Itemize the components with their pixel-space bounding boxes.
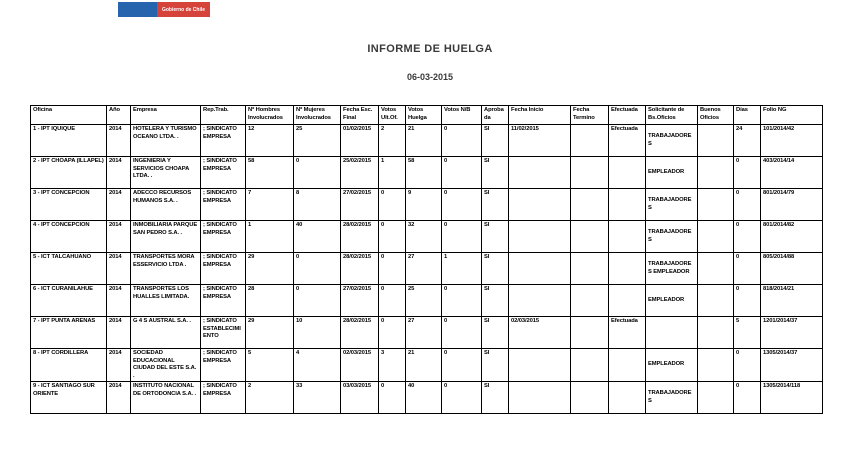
table-cell: 1305/2014/118 [761, 382, 823, 414]
table-cell: 2014 [107, 189, 131, 221]
logo-text: Gobierno de Chile [161, 6, 206, 13]
table-cell: 3 [379, 349, 406, 382]
header-cell: Nº Mujeres Involucrados [294, 106, 341, 125]
page-title: INFORME DE HUELGA [367, 43, 493, 55]
table-cell: 1 [246, 221, 294, 253]
header-cell: Nº Hombres Involucrados [246, 106, 294, 125]
table-cell: EMPLEADOR [646, 349, 698, 382]
header-cell: Fecha Inicio [509, 106, 571, 125]
table-cell: 0 [379, 253, 406, 285]
table-cell: G 4 S AUSTRAL S.A. . [131, 317, 201, 349]
table-cell: SI [482, 253, 509, 285]
table-cell: 2 [379, 125, 406, 157]
table-cell [698, 125, 734, 157]
table-cell: 5 [734, 317, 761, 349]
header-cell: Fecha Termino [571, 106, 609, 125]
header-cell: Folio NG [761, 106, 823, 125]
table-cell: SI [482, 157, 509, 189]
table-cell: SI [482, 221, 509, 253]
table-cell: 801/2014/82 [761, 221, 823, 253]
table-cell: 28/02/2015 [341, 253, 379, 285]
huelga-table-body [31, 125, 823, 414]
table-cell: 4 [294, 349, 341, 382]
table-cell [571, 157, 609, 189]
table-cell: 7 - IPT PUNTA ARENAS [31, 317, 107, 349]
header-cell: Año [107, 106, 131, 125]
table-cell: 0 [379, 189, 406, 221]
table-cell: 9 - ICT SANTIAGO SUR ORIENTE [31, 382, 107, 414]
table-cell: ; SINDICATO EMPRESA [201, 285, 246, 317]
table-cell: EMPLEADOR [646, 157, 698, 189]
table-cell: SI [482, 189, 509, 221]
table-cell [609, 285, 646, 317]
table-cell: ; SINDICATO EMPRESA [201, 253, 246, 285]
table-cell: 0 [734, 157, 761, 189]
table-cell: 0 [294, 157, 341, 189]
table-cell: 1 [379, 157, 406, 189]
table-cell: 101/2014/42 [761, 125, 823, 157]
table-cell: 6 - ICT CURANILAHUE [31, 285, 107, 317]
table-cell: 0 [379, 382, 406, 414]
table-row [31, 317, 823, 349]
table-cell [646, 317, 698, 349]
table-cell: 3 - IPT CONCEPCION [31, 189, 107, 221]
table-cell: SI [482, 349, 509, 382]
table-cell: ; SINDICATO EMPRESA [201, 382, 246, 414]
table-cell: SOCIEDAD EDUCACIONAL CIUDAD DEL ESTE S.A. . [131, 349, 201, 382]
header-cell: Oficina [31, 106, 107, 125]
table-cell: 2014 [107, 157, 131, 189]
table-cell [571, 189, 609, 221]
table-row [31, 285, 823, 317]
table-cell: TRABAJADORES EMPLEADOR [646, 253, 698, 285]
header-cell: Aprobada [482, 106, 509, 125]
table-cell: 02/03/2015 [341, 349, 379, 382]
table-cell: 21 [406, 125, 442, 157]
table-cell: TRABAJADORES [646, 382, 698, 414]
table-cell: 0 [442, 157, 482, 189]
table-cell: 2014 [107, 285, 131, 317]
table-cell: Efectuada [609, 317, 646, 349]
table-cell: 25 [294, 125, 341, 157]
table-cell: 2014 [107, 125, 131, 157]
table-cell: 0 [379, 285, 406, 317]
table-cell: INSTITUTO NACIONAL DE ORTODONCIA S.A. . [131, 382, 201, 414]
table-cell: 02/03/2015 [509, 317, 571, 349]
table-cell: 0 [734, 189, 761, 221]
table-cell: Efectuada [609, 125, 646, 157]
table-cell [698, 349, 734, 382]
table-cell: SI [482, 317, 509, 349]
table-cell: 403/2014/14 [761, 157, 823, 189]
table-cell [509, 157, 571, 189]
table-cell: ; SINDICATO EMPRESA [201, 157, 246, 189]
table-cell: 58 [246, 157, 294, 189]
table-cell [609, 157, 646, 189]
table-cell: HOTELERA Y TURISMO OCEANO LTDA. . [131, 125, 201, 157]
table-cell: 10 [294, 317, 341, 349]
table-cell: ; SINDICATO EMPRESA [201, 221, 246, 253]
table-cell [571, 349, 609, 382]
table-cell: TRANSPORTES LOS HUALLES LIMITADA. [131, 285, 201, 317]
table-cell [698, 221, 734, 253]
table-cell [571, 253, 609, 285]
table-cell: TRABAJADORES [646, 189, 698, 221]
table-cell: 0 [442, 382, 482, 414]
table-cell: TRANSPORTES MORA ESSERVICIO LTDA . [131, 253, 201, 285]
table-cell [571, 285, 609, 317]
table-cell: 21 [406, 349, 442, 382]
table-cell: 11/02/2015 [509, 125, 571, 157]
table-cell [609, 253, 646, 285]
report-date: 06-03-2015 [406, 72, 454, 82]
table-cell [509, 285, 571, 317]
table-cell [509, 253, 571, 285]
table-cell: 0 [442, 125, 482, 157]
table-cell [509, 221, 571, 253]
table-cell: 01/02/2015 [341, 125, 379, 157]
table-cell: INGENIERIA Y SERVICIOS CHOAPA LTDA. . [131, 157, 201, 189]
table-cell: INMOBILIARIA PARQUE SAN PEDRO S.A. . [131, 221, 201, 253]
table-cell: 1 [442, 253, 482, 285]
table-cell: 2014 [107, 221, 131, 253]
table-cell: 0 [379, 221, 406, 253]
table-cell: 29 [246, 253, 294, 285]
header-cell: Fecha Esc. Final [341, 106, 379, 125]
table-row [31, 157, 823, 189]
table-cell [698, 317, 734, 349]
table-cell: 0 [379, 317, 406, 349]
table-row [31, 125, 823, 157]
table-cell: 2014 [107, 349, 131, 382]
header-cell: Solicitante de Bs.Oficios [646, 106, 698, 125]
table-cell: 0 [442, 189, 482, 221]
table-cell: SI [482, 382, 509, 414]
table-cell: 2014 [107, 317, 131, 349]
table-cell: 28 [246, 285, 294, 317]
table-cell: 0 [442, 285, 482, 317]
table-cell: 0 [734, 253, 761, 285]
logo-red-box [157, 2, 210, 17]
table-cell: 0 [442, 349, 482, 382]
table-cell: 0 [294, 253, 341, 285]
table-cell: 805/2014/88 [761, 253, 823, 285]
table-cell: 28/02/2015 [341, 317, 379, 349]
table-cell: ADECCO RECURSOS HUMANOS S.A. . [131, 189, 201, 221]
table-cell: 4 - IPT CONCEPCION [31, 221, 107, 253]
table-cell [609, 221, 646, 253]
table-cell: 03/03/2015 [341, 382, 379, 414]
header-cell: Empresa [131, 106, 201, 125]
table-cell: 1305/2014/37 [761, 349, 823, 382]
table-cell [571, 221, 609, 253]
table-cell [571, 382, 609, 414]
table-cell: ; SINDICATO ESTABLECIMIENTO [201, 317, 246, 349]
table-cell: 1201/2014/37 [761, 317, 823, 349]
table-cell: 27 [406, 253, 442, 285]
table-cell [609, 189, 646, 221]
table-row [31, 349, 823, 382]
table-cell [698, 382, 734, 414]
table-cell: 2014 [107, 253, 131, 285]
table-cell [609, 382, 646, 414]
table-cell: 27 [406, 317, 442, 349]
table-cell: 25/02/2015 [341, 157, 379, 189]
huelga-table-head-row [31, 106, 823, 125]
table-cell: 0 [442, 221, 482, 253]
table-cell: ; SINDICATO EMPRESA [201, 189, 246, 221]
table-cell: SI [482, 285, 509, 317]
table-cell [509, 349, 571, 382]
table-cell: EMPLEADOR [646, 285, 698, 317]
table-cell: 33 [294, 382, 341, 414]
table-cell: 8 [294, 189, 341, 221]
header-cell: Votos N/B [442, 106, 482, 125]
header-cell: Votos Huelga [406, 106, 442, 125]
table-cell: 2014 [107, 382, 131, 414]
table-cell: 32 [406, 221, 442, 253]
table-cell: 27/02/2015 [341, 189, 379, 221]
table-cell [571, 125, 609, 157]
logo-blue-square [118, 2, 157, 17]
table-row [31, 189, 823, 221]
table-cell [509, 189, 571, 221]
table-cell: 0 [734, 285, 761, 317]
table-cell: 29 [246, 317, 294, 349]
table-cell: 24 [734, 125, 761, 157]
table-cell: 2 - IPT CHOAPA (ILLAPEL) [31, 157, 107, 189]
table-cell: TRABAJADORES [646, 125, 698, 157]
gobierno-de-chile-logo [118, 2, 210, 17]
table-cell: 0 [294, 285, 341, 317]
table-cell: 0 [734, 382, 761, 414]
table-cell: 818/2014/21 [761, 285, 823, 317]
table-cell: SI [482, 125, 509, 157]
table-cell: 12 [246, 125, 294, 157]
table-cell [698, 285, 734, 317]
table-cell: 0 [734, 221, 761, 253]
header-cell: Efectuada [609, 106, 646, 125]
huelga-table [30, 105, 823, 414]
table-cell: 40 [406, 382, 442, 414]
table-cell: 25 [406, 285, 442, 317]
table-cell [609, 349, 646, 382]
header-cell: Buenos Oficios [698, 106, 734, 125]
table-cell: 5 [246, 349, 294, 382]
table-cell [509, 382, 571, 414]
table-cell: 9 [406, 189, 442, 221]
table-cell: 7 [246, 189, 294, 221]
table-cell [698, 253, 734, 285]
table-cell [571, 317, 609, 349]
table-cell: 0 [734, 349, 761, 382]
table-cell: TRABAJADORES [646, 221, 698, 253]
table-cell: 27/02/2015 [341, 285, 379, 317]
table-cell: 58 [406, 157, 442, 189]
table-row [31, 253, 823, 285]
table-cell: 28/02/2015 [341, 221, 379, 253]
table-row [31, 382, 823, 414]
table-cell: ; SINDICATO EMPRESA [201, 125, 246, 157]
table-cell: 0 [442, 317, 482, 349]
table-cell: 40 [294, 221, 341, 253]
table-cell: 1 - IPT IQUIQUE [31, 125, 107, 157]
table-cell: 8 - IPT CORDILLERA [31, 349, 107, 382]
table-cell [698, 189, 734, 221]
table-cell: ; SINDICATO EMPRESA [201, 349, 246, 382]
table-cell: 801/2014/79 [761, 189, 823, 221]
header-cell: Votos Ult.Of. [379, 106, 406, 125]
table-cell: 2 [246, 382, 294, 414]
header-cell: Rep.Trab. [201, 106, 246, 125]
table-cell [698, 157, 734, 189]
header-cell: Días [734, 106, 761, 125]
table-row [31, 221, 823, 253]
table-cell: 5 - ICT TALCAHUANO [31, 253, 107, 285]
